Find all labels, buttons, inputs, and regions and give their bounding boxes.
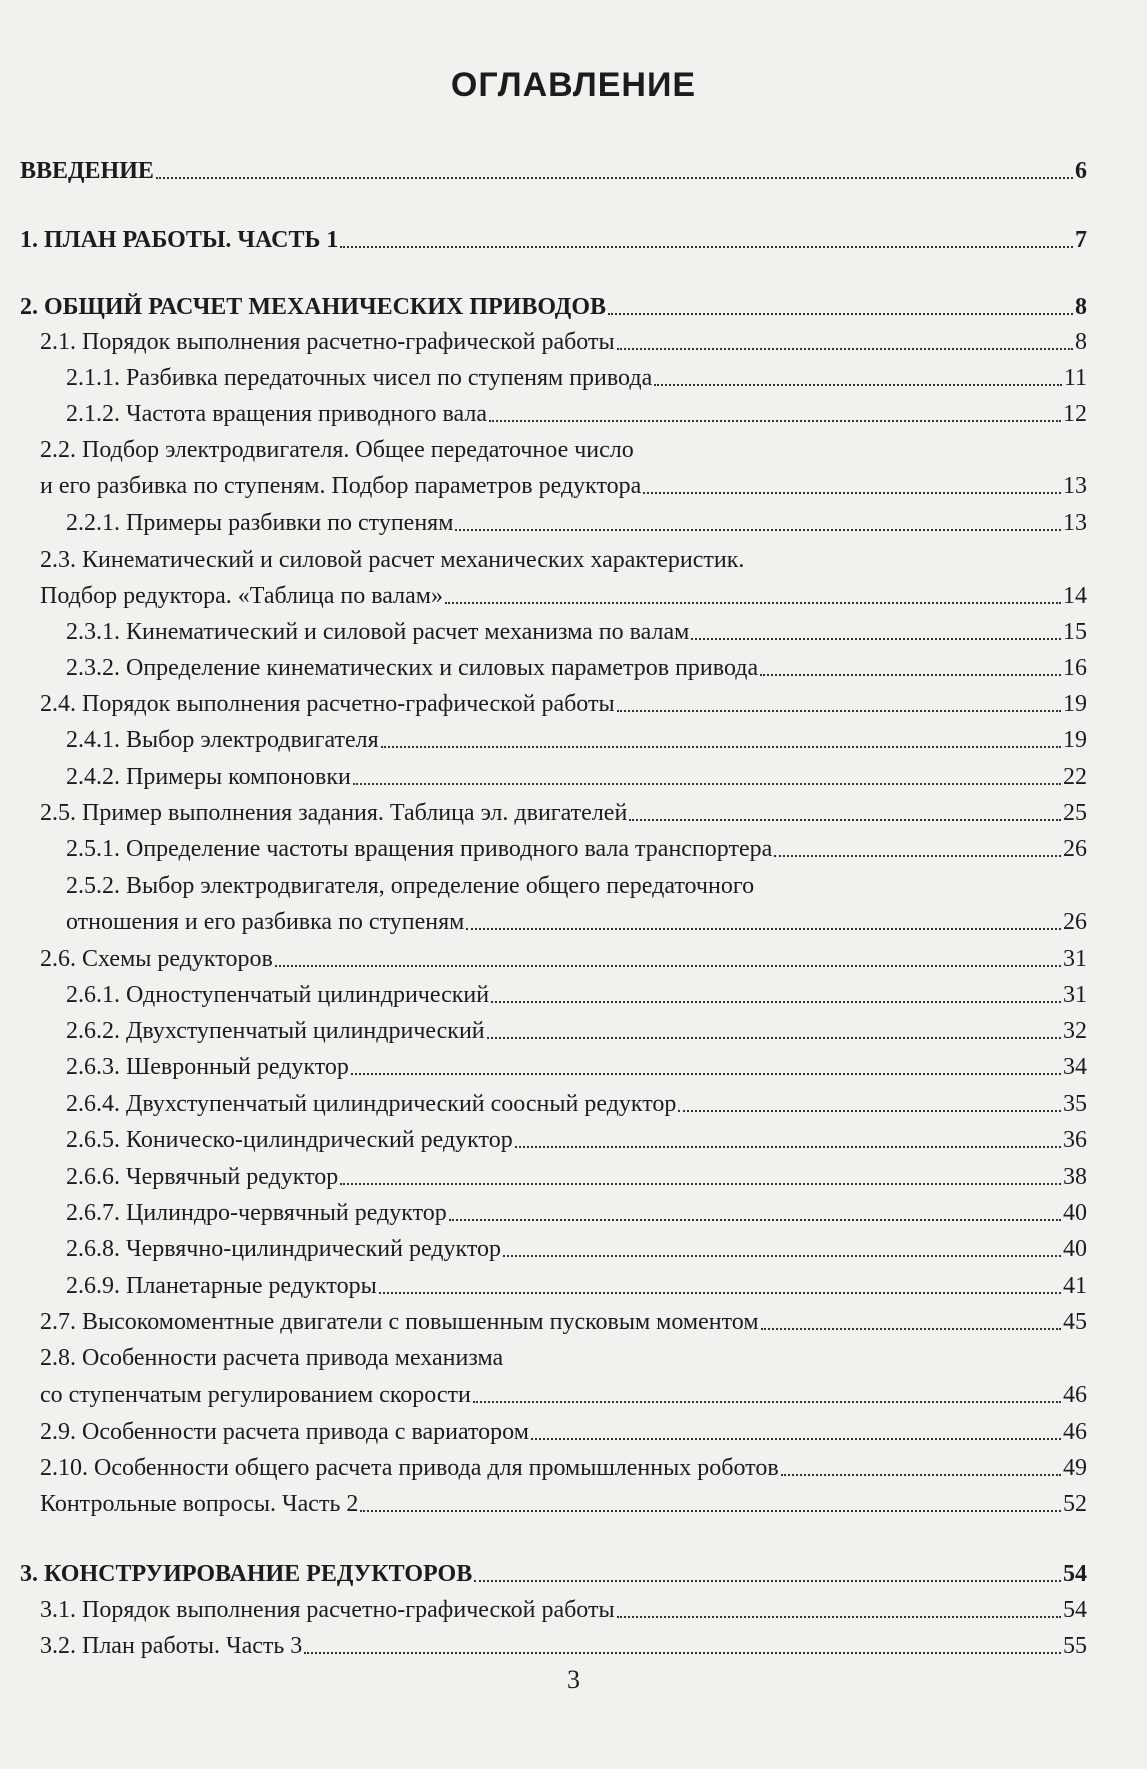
- leader-dots: [654, 383, 1062, 386]
- toc-page-number: 22: [1063, 764, 1087, 790]
- toc-page-number: 26: [1063, 909, 1087, 935]
- toc-page-number: 52: [1063, 1491, 1087, 1517]
- toc-entry-label: Подбор редуктора. «Таблица по валам»: [40, 583, 443, 609]
- toc-entry-label: 3. КОНСТРУИРОВАНИЕ РЕДУКТОРОВ: [20, 1561, 473, 1587]
- toc-page-number: 19: [1063, 691, 1087, 717]
- toc-entry-label: 2. ОБЩИЙ РАСЧЕТ МЕХАНИЧЕСКИХ ПРИВОДОВ: [20, 294, 606, 320]
- toc-entry-2-6[interactable]: [40, 945, 1087, 973]
- toc-page-number: 13: [1063, 473, 1087, 499]
- toc-page-number: 36: [1063, 1127, 1087, 1153]
- toc-entry-label: отношения и его разбивка по ступеням: [66, 909, 465, 935]
- toc-entry-2-5[interactable]: [40, 799, 1087, 827]
- toc-entry-label: 2.6.9. Планетарные редукторы: [66, 1273, 377, 1299]
- toc-entry-label: 3.2. План работы. Часть 3: [40, 1633, 303, 1659]
- leader-dots: [381, 745, 1061, 748]
- toc-entry-2-6-4[interactable]: [66, 1090, 1087, 1118]
- toc-entry-2-6-6[interactable]: [66, 1163, 1087, 1191]
- toc-entry-label: 2.5.1. Определение частоты вращения приводного вала транспортера: [66, 836, 773, 862]
- toc-entry-label: 2.6. Схемы редукторов: [40, 946, 273, 972]
- toc-entry-label: со ступенчатым регулированием скорости: [40, 1382, 471, 1408]
- toc-entry-label: 2.5. Пример выполнения задания. Таблица эл. двигателей: [40, 800, 628, 826]
- leader-dots: [617, 709, 1061, 712]
- toc-entry-label: 2.1. Порядок выполнения расчетно-графической работы: [40, 329, 615, 355]
- toc-entry-2-10[interactable]: [40, 1454, 1087, 1482]
- toc-page-number: 16: [1063, 655, 1087, 681]
- toc-entry-2-6-2[interactable]: [66, 1017, 1087, 1045]
- toc-page-number: 26: [1063, 836, 1087, 862]
- toc-entry-2-1-1[interactable]: [66, 364, 1087, 392]
- toc-page-number: 54: [1063, 1597, 1087, 1623]
- toc-page-number: 35: [1063, 1091, 1087, 1117]
- leader-dots: [617, 347, 1073, 350]
- toc-entry-label: 2.6.8. Червячно-цилиндрический редуктор: [66, 1236, 501, 1262]
- leader-dots: [678, 1109, 1061, 1112]
- leader-dots: [617, 1615, 1061, 1618]
- leader-dots: [503, 1254, 1061, 1257]
- leader-dots: [691, 637, 1061, 640]
- toc-page-number: 19: [1063, 727, 1087, 753]
- leader-dots: [340, 245, 1073, 248]
- leader-dots: [774, 854, 1061, 857]
- leader-dots: [474, 1579, 1061, 1582]
- leader-dots: [340, 1182, 1061, 1185]
- toc-entry-label: 2.7. Высокомоментные двигатели с повышенным пусковым моментом: [40, 1309, 759, 1335]
- toc-entry-label: 2.3.2. Определение кинематических и силовых параметров привода: [66, 655, 759, 681]
- toc-entry-label: 1. ПЛАН РАБОТЫ. ЧАСТЬ 1: [20, 227, 339, 253]
- toc-entry-2-6-3[interactable]: [66, 1053, 1087, 1081]
- toc-entry-2-5-2[interactable]: [66, 908, 1087, 936]
- toc-page-number: 31: [1063, 946, 1087, 972]
- toc-entry-label: 2.6.1. Одноступенчатый цилиндрический: [66, 982, 490, 1008]
- leader-dots: [156, 176, 1073, 179]
- toc-entry-2-6-7[interactable]: [66, 1199, 1087, 1227]
- toc-entry-control-questions-2[interactable]: [40, 1490, 1087, 1518]
- toc-entry-2-3-2[interactable]: [66, 654, 1087, 682]
- leader-dots: [473, 1400, 1061, 1403]
- toc-page-number: 40: [1063, 1236, 1087, 1262]
- toc-entry-2-6-8[interactable]: [66, 1235, 1087, 1263]
- leader-dots: [449, 1218, 1061, 1221]
- toc-entry-label: ВВЕДЕНИЕ: [20, 158, 154, 184]
- toc-page-number: 7: [1075, 227, 1087, 253]
- leader-dots: [351, 1072, 1061, 1075]
- leader-dots: [489, 419, 1061, 422]
- leader-dots: [487, 1036, 1061, 1039]
- toc-entry-2-8[interactable]: [40, 1381, 1087, 1409]
- toc-page-number: 13: [1063, 510, 1087, 536]
- leader-dots: [304, 1651, 1061, 1654]
- toc-entry-label: 2.6.7. Цилиндро-червячный редуктор: [66, 1200, 447, 1226]
- toc-entry-label: Контрольные вопросы. Часть 2: [40, 1491, 359, 1517]
- leader-dots: [515, 1145, 1061, 1148]
- toc-page-number: 49: [1063, 1455, 1087, 1481]
- toc-entry-label: 2.6.4. Двухступенчатый цилиндрический соосный редуктор: [66, 1091, 677, 1117]
- toc-entry-2-1-2[interactable]: [66, 400, 1087, 428]
- leader-dots: [629, 818, 1061, 821]
- toc-entry-label: 2.6.6. Червячный редуктор: [66, 1164, 339, 1190]
- toc-entry-2-7[interactable]: [40, 1308, 1087, 1336]
- toc-page-number: 25: [1063, 800, 1087, 826]
- leader-dots: [608, 312, 1073, 315]
- toc-page-number: 54: [1063, 1561, 1087, 1587]
- toc-entry-2-8-line1: 2.8. Особенности расчета привода механизма: [40, 1345, 504, 1371]
- toc-entry-label: 2.6.2. Двухступенчатый цилиндрический: [66, 1018, 485, 1044]
- toc-entry-3-2[interactable]: [40, 1632, 1087, 1660]
- toc-entry-label: 2.4.2. Примеры компоновки: [66, 764, 351, 790]
- toc-entry-2-5-1[interactable]: [66, 835, 1087, 863]
- toc-page-number: 34: [1063, 1054, 1087, 1080]
- page-title: ОГЛАВЛЕНИЕ: [450, 66, 697, 104]
- leader-dots: [491, 1000, 1061, 1003]
- toc-entry-2-3-1[interactable]: [66, 618, 1087, 646]
- leader-dots: [466, 927, 1061, 930]
- toc-entry-2-4-2[interactable]: [66, 763, 1087, 791]
- toc-page-number: 46: [1063, 1382, 1087, 1408]
- toc-entry-label: и его разбивка по ступеням. Подбор параметров редуктора: [40, 473, 642, 499]
- toc-entry-2-1[interactable]: [40, 328, 1087, 356]
- toc-entry-label: 2.1.1. Разбивка передаточных чисел по ступеням привода: [66, 365, 653, 391]
- toc-page-number: 8: [1075, 294, 1087, 320]
- leader-dots: [360, 1509, 1061, 1512]
- leader-dots: [275, 964, 1061, 967]
- toc-entry-2-4[interactable]: [40, 690, 1087, 718]
- toc-entry-label: 2.6.3. Шевронный редуктор: [66, 1054, 349, 1080]
- toc-entry-label: 2.6.5. Коническо-цилиндрический редуктор: [66, 1127, 513, 1153]
- toc-page-number: 45: [1063, 1309, 1087, 1335]
- toc-entry-label: 2.3.1. Кинематический и силовой расчет механизма по валам: [66, 619, 690, 645]
- leader-dots: [761, 1327, 1062, 1330]
- toc-page-number: 55: [1063, 1633, 1087, 1659]
- toc-page-number: 40: [1063, 1200, 1087, 1226]
- toc-entry-chapter-1[interactable]: [20, 226, 1087, 254]
- toc-entry-2-2[interactable]: [40, 472, 1087, 500]
- leader-dots: [760, 673, 1061, 676]
- toc-entry-label: 2.4.1. Выбор электродвигателя: [66, 727, 379, 753]
- toc-page-number: 12: [1063, 401, 1087, 427]
- leader-dots: [455, 528, 1061, 531]
- toc-entry-introduction[interactable]: [20, 157, 1087, 185]
- toc-page-number: 41: [1063, 1273, 1087, 1299]
- toc-page-number: 14: [1063, 583, 1087, 609]
- toc-page-number: 6: [1075, 158, 1087, 184]
- toc-entry-chapter-3[interactable]: [20, 1560, 1087, 1588]
- leader-dots: [531, 1437, 1061, 1440]
- toc-page-number: 46: [1063, 1419, 1087, 1445]
- toc-entry-label: 2.9. Особенности расчета привода с вариатором: [40, 1419, 529, 1445]
- leader-dots: [379, 1291, 1061, 1294]
- toc-page-number: 15: [1063, 619, 1087, 645]
- leader-dots: [445, 601, 1061, 604]
- leader-dots: [353, 782, 1061, 785]
- leader-dots: [781, 1473, 1061, 1476]
- toc-entry-2-3[interactable]: [40, 582, 1087, 610]
- toc-entry-label: 2.2.1. Примеры разбивки по ступеням: [66, 510, 454, 536]
- toc-entry-2-6-5[interactable]: [66, 1126, 1087, 1154]
- toc-entry-2-3-line1: 2.3. Кинематический и силовой расчет механических характеристик.: [40, 547, 745, 573]
- toc-page-number: 8: [1075, 329, 1087, 355]
- toc-entry-2-2-1[interactable]: [66, 509, 1087, 537]
- toc-page-number: 11: [1063, 365, 1087, 391]
- toc-page-number: 38: [1063, 1164, 1087, 1190]
- toc-entry-2-2-line1: 2.2. Подбор электродвигателя. Общее передаточное число: [40, 437, 634, 463]
- toc-entry-2-6-1[interactable]: [66, 981, 1087, 1009]
- toc-page-number: 31: [1063, 982, 1087, 1008]
- toc-entry-3-1[interactable]: [40, 1596, 1087, 1624]
- page-number: 3: [567, 1665, 580, 1694]
- toc-entry-label: 2.4. Порядок выполнения расчетно-графической работы: [40, 691, 615, 717]
- toc-entry-2-9[interactable]: [40, 1418, 1087, 1446]
- toc-entry-2-6-9[interactable]: [66, 1272, 1087, 1300]
- toc-entry-label: 2.1.2. Частота вращения приводного вала: [66, 401, 488, 427]
- toc-entry-2-5-2-line1: 2.5.2. Выбор электродвигателя, определение общего передаточного: [66, 873, 755, 899]
- toc-entry-chapter-2[interactable]: [20, 293, 1087, 321]
- toc-entry-label: 2.10. Особенности общего расчета привода для промышленных роботов: [40, 1455, 779, 1481]
- toc-entry-2-4-1[interactable]: [66, 726, 1087, 754]
- toc-page-number: 32: [1063, 1018, 1087, 1044]
- leader-dots: [643, 491, 1061, 494]
- toc-entry-label: 3.1. Порядок выполнения расчетно-графической работы: [40, 1597, 615, 1623]
